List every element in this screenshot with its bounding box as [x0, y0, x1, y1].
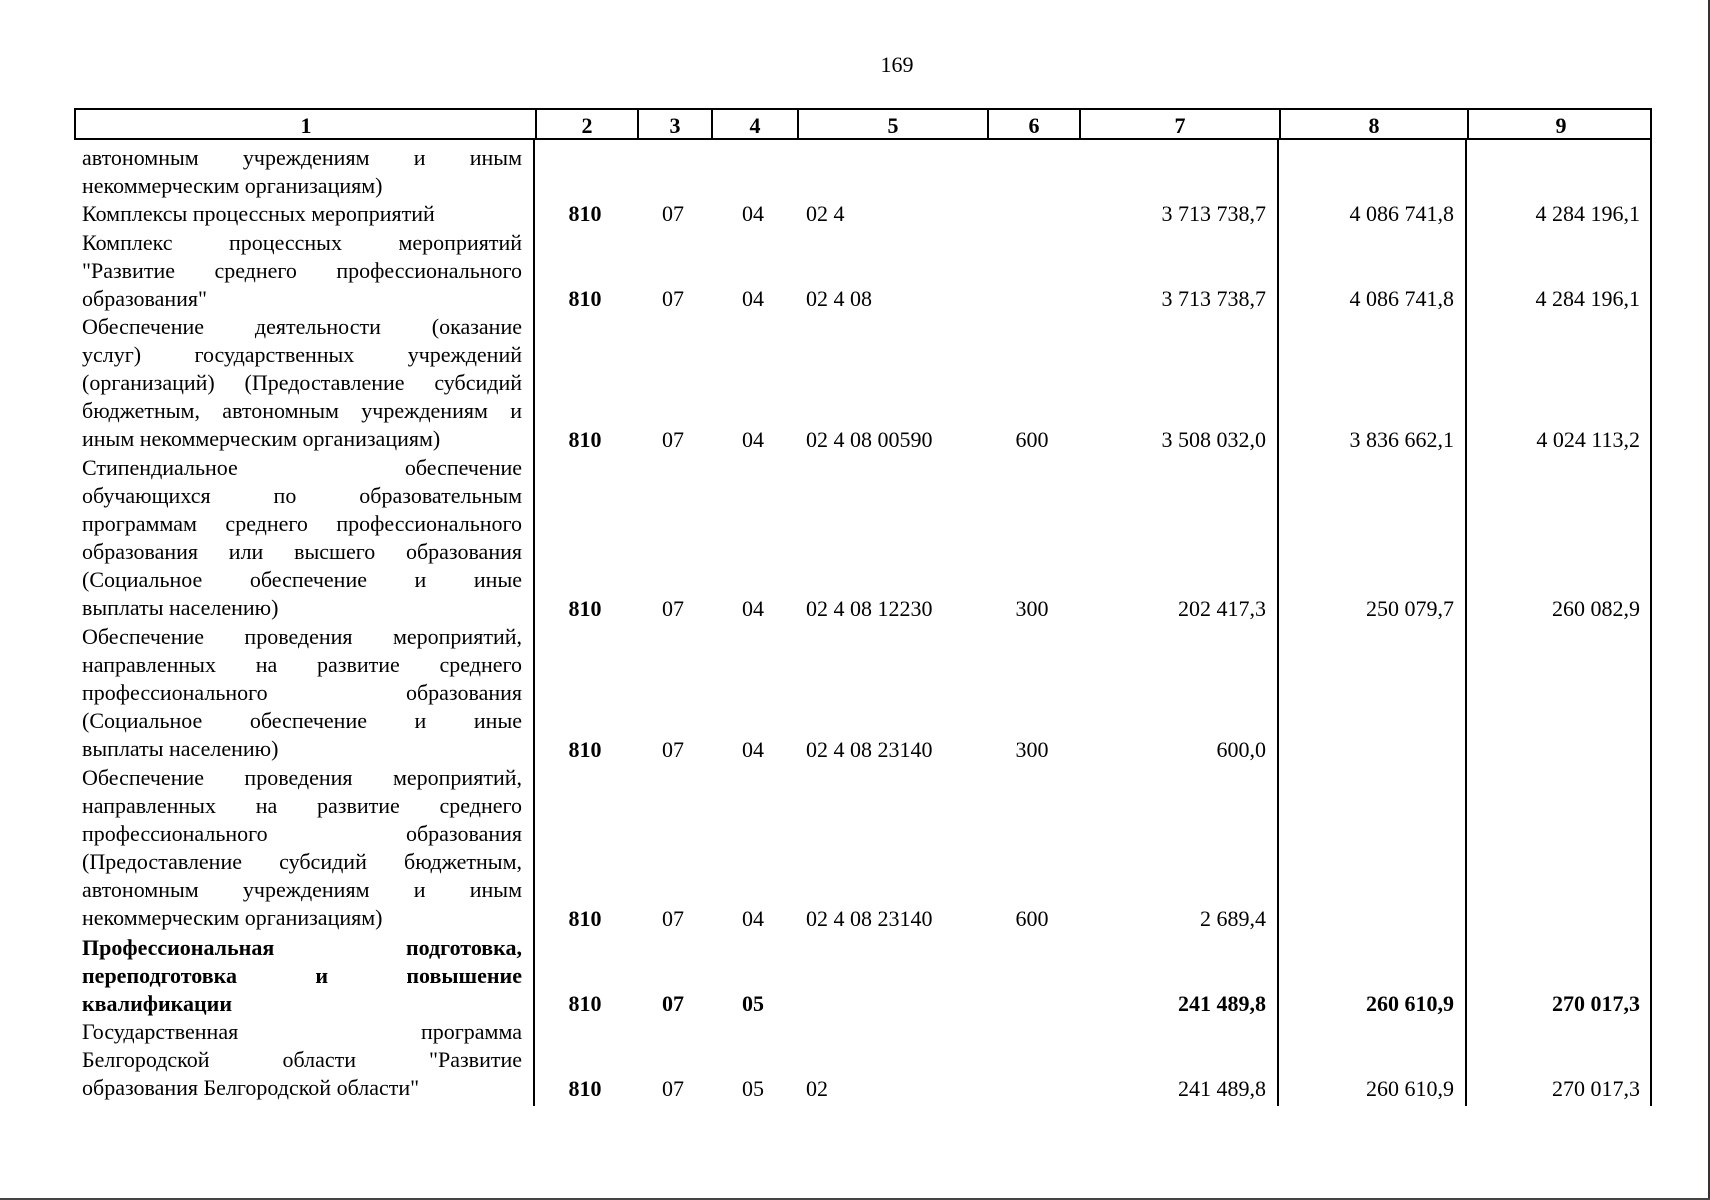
code-target: 02 4 08 23140	[806, 737, 933, 763]
header-cell-5: 5	[887, 113, 899, 138]
amount-year1: 3 508 032,0	[1161, 426, 1266, 452]
code-section: 07	[662, 1075, 684, 1101]
header-cell-9: 9	[1555, 113, 1567, 138]
amount-year2: 260 610,9	[1366, 1075, 1454, 1101]
code-section: 07	[662, 285, 684, 311]
description-line: услуг) государственных учреждений	[82, 342, 522, 368]
amount-year2: 3 836 662,1	[1349, 426, 1454, 452]
code-section: 07	[662, 737, 684, 763]
code-section: 07	[662, 201, 684, 227]
description-line: автономным учреждениям и иным	[82, 877, 522, 903]
budget-table	[74, 108, 1652, 1108]
row-description	[82, 229, 522, 313]
amount-year1: 600,0	[1216, 737, 1266, 763]
row-description	[82, 934, 522, 1018]
code-expense-type: 600	[1015, 426, 1049, 452]
description-line: квалификации	[82, 990, 233, 1016]
description-line: Белгородской области "Развитие	[82, 1047, 522, 1073]
code-subsection: 04	[742, 201, 764, 227]
code-gl: 810	[568, 285, 602, 311]
description-line: переподготовка и повышение	[82, 962, 522, 988]
amount-year2: 260 610,9	[1366, 990, 1454, 1016]
table-row	[74, 934, 1652, 1019]
amount-year1: 202 417,3	[1178, 596, 1266, 622]
amount-year3: 4 024 113,2	[1536, 426, 1640, 452]
code-target: 02 4	[806, 201, 845, 227]
description-line: Государственная программа	[82, 1019, 522, 1045]
amount-year1: 241 489,8	[1178, 990, 1266, 1016]
row-description	[82, 1018, 522, 1102]
table-row	[74, 144, 1652, 200]
description-line: (Предоставление субсидий бюджетным,	[82, 849, 522, 875]
description-line: выплаты населению)	[82, 736, 279, 762]
code-gl: 810	[568, 596, 602, 622]
header-divider	[987, 110, 989, 140]
description-line: Профессиональная подготовка,	[82, 934, 522, 960]
header-cell-7: 7	[1174, 113, 1186, 138]
amount-year2: 4 086 741,8	[1349, 285, 1454, 311]
table-header-row	[74, 108, 1652, 140]
code-expense-type: 300	[1015, 737, 1049, 763]
description-line: выплаты населению)	[82, 595, 279, 621]
header-divider	[1079, 110, 1081, 140]
header-divider	[535, 110, 537, 140]
code-subsection: 04	[742, 737, 764, 763]
table-row	[74, 200, 1652, 228]
description-line: иным некоммерческим организациям)	[82, 426, 441, 452]
row-description	[82, 764, 522, 932]
row-description	[82, 144, 522, 200]
header-cell-1: 1	[300, 113, 312, 138]
description-line: (организаций) (Предоставление субсидий	[82, 370, 522, 396]
amount-year1: 241 489,8	[1178, 1075, 1266, 1101]
table-row	[74, 229, 1652, 314]
description-line: (Социальное обеспечение и иные	[82, 708, 522, 734]
description-line: программам среднего профессионального	[82, 511, 522, 537]
code-subsection: 05	[742, 1075, 764, 1101]
code-subsection: 04	[742, 596, 764, 622]
row-description	[82, 623, 522, 763]
code-target: 02	[806, 1075, 828, 1101]
description-line: Комплекс процессных мероприятий	[82, 229, 522, 255]
header-cell-3: 3	[669, 113, 681, 138]
description-line: Стипендиальное обеспечение	[82, 455, 522, 481]
table-row	[74, 764, 1652, 933]
description-line: некоммерческим организациям)	[82, 905, 383, 931]
code-target: 02 4 08 00590	[806, 426, 933, 452]
amount-year2: 250 079,7	[1366, 596, 1454, 622]
amount-year2: 4 086 741,8	[1349, 201, 1454, 227]
header-divider	[797, 110, 799, 140]
description-line: Обеспечение проведения мероприятий,	[82, 624, 522, 650]
header-cell-2: 2	[581, 113, 593, 138]
code-gl: 810	[568, 737, 602, 763]
code-section: 07	[662, 906, 684, 932]
code-expense-type: 300	[1015, 596, 1049, 622]
description-line: "Развитие среднего профессионального	[82, 257, 522, 283]
table-row	[74, 623, 1652, 764]
code-target: 02 4 08 23140	[806, 906, 933, 932]
header-cell-8: 8	[1368, 113, 1380, 138]
description-line: автономным учреждениям и иным	[82, 145, 522, 170]
code-expense-type: 600	[1015, 906, 1049, 932]
amount-year3: 260 082,9	[1552, 596, 1640, 622]
description-line: профессионального образования	[82, 680, 522, 706]
table-row	[74, 1018, 1652, 1103]
description-line: образования или высшего образования	[82, 539, 522, 565]
table-row	[74, 313, 1652, 454]
header-divider	[637, 110, 639, 140]
header-divider	[1279, 110, 1281, 140]
amount-year1: 3 713 738,7	[1161, 285, 1266, 311]
code-gl: 810	[568, 1075, 602, 1101]
code-subsection: 04	[742, 285, 764, 311]
amount-year3: 4 284 196,1	[1535, 285, 1640, 311]
row-description	[82, 454, 522, 622]
description-line: обучающихся по образовательным	[82, 483, 522, 509]
code-subsection: 04	[742, 426, 764, 452]
amount-year3: 270 017,3	[1552, 1075, 1640, 1101]
code-target: 02 4 08 12230	[806, 596, 933, 622]
code-gl: 810	[568, 201, 602, 227]
amount-year3: 270 017,3	[1552, 990, 1640, 1016]
description-line: направленных на развитие среднего	[82, 793, 522, 819]
header-divider	[1467, 110, 1469, 140]
description-line: образования Белгородской области"	[82, 1075, 420, 1101]
header-cell-4: 4	[749, 113, 761, 138]
description-line: (Социальное обеспечение и иные	[82, 567, 522, 593]
table-row	[74, 454, 1652, 623]
code-subsection: 04	[742, 906, 764, 932]
description-line: образования"	[82, 285, 208, 311]
code-gl: 810	[568, 906, 602, 932]
page-number: 169	[880, 52, 914, 77]
amount-year3: 4 284 196,1	[1535, 201, 1640, 227]
description-line: Комплексы процессных мероприятий	[82, 201, 435, 227]
header-cell-6: 6	[1028, 113, 1040, 138]
code-section: 07	[662, 596, 684, 622]
code-section: 07	[662, 990, 684, 1016]
header-divider	[711, 110, 713, 140]
code-gl: 810	[568, 426, 602, 452]
description-line: Обеспечение проведения мероприятий,	[82, 765, 522, 791]
amount-year1: 2 689,4	[1200, 906, 1266, 932]
code-subsection: 05	[742, 990, 764, 1016]
description-line: направленных на развитие среднего	[82, 652, 522, 678]
row-description	[82, 200, 522, 228]
description-line: некоммерческим организациям)	[82, 173, 383, 198]
amount-year1: 3 713 738,7	[1161, 201, 1266, 227]
description-line: профессионального образования	[82, 821, 522, 847]
description-line: Обеспечение деятельности (оказание	[82, 314, 522, 340]
code-gl: 810	[568, 990, 602, 1016]
code-target: 02 4 08	[806, 285, 872, 311]
description-line: бюджетным, автономным учреждениям и	[82, 398, 522, 424]
row-description	[82, 313, 522, 453]
code-section: 07	[662, 426, 684, 452]
